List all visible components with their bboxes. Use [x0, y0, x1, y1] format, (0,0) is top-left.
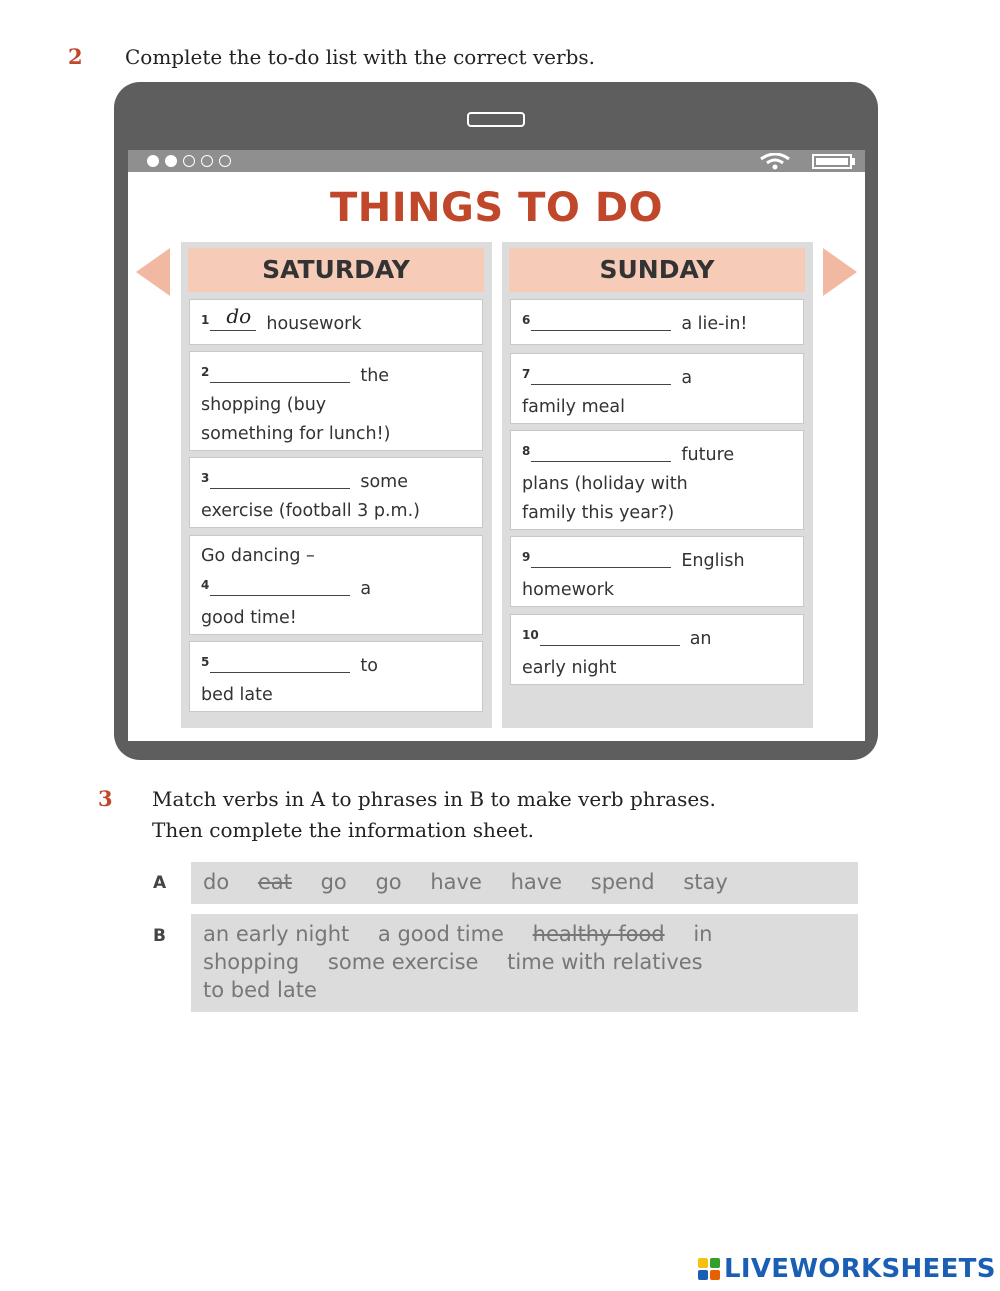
answer-blank-7[interactable] — [531, 366, 671, 385]
wifi-icon — [758, 153, 792, 170]
verb-spend: spend — [590, 870, 655, 894]
todo-item-6: $^6$ a lie-in! — [510, 299, 804, 345]
answer-blank-8[interactable] — [531, 443, 671, 462]
phrase-crossed-out: healthy food — [532, 922, 665, 946]
answer-blank-4[interactable] — [210, 577, 350, 596]
list-a-label: A — [153, 873, 167, 893]
exercise-3-instruction: Match verbs in A to phrases in B to make verb phrases. Then complete the information sheet. — [152, 787, 716, 842]
todo-item-7: $^7$ a family meal — [510, 353, 804, 424]
phrase: in — [693, 922, 713, 946]
logo-text: LIVEWORKSHEETS — [724, 1254, 996, 1284]
logo-grid-icon — [698, 1258, 720, 1280]
list-b-box — [191, 914, 858, 1012]
list-b-label: B — [153, 926, 166, 946]
answer-blank-2[interactable] — [210, 364, 350, 383]
todo-item-8: $^8$ future plans (holiday with family this year?) — [510, 430, 804, 530]
exercise-2-number: 2 — [68, 44, 83, 69]
answer-blank-3[interactable] — [210, 470, 350, 489]
verb-go: go — [320, 870, 347, 894]
answer-blank-9[interactable] — [531, 549, 671, 568]
verb-have: have — [430, 870, 482, 894]
page-dot-icon — [201, 155, 213, 167]
phrase: to bed late — [203, 978, 317, 1002]
answer-blank-5[interactable] — [210, 654, 350, 673]
phrase: a good time — [377, 922, 504, 946]
list-a-box — [191, 862, 858, 904]
todo-item-3: $^3$ some exercise (football 3 p.m.) — [189, 457, 483, 528]
exercise-2-instruction: Complete the to-do list with the correct verbs. — [125, 45, 595, 69]
saturday-heading: SATURDAY — [188, 248, 484, 292]
todo-item-2: $^2$ the shopping (buy something for lunch!) — [189, 351, 483, 451]
page-dot-icon — [165, 155, 177, 167]
page-dot-icon — [183, 155, 195, 167]
verb-stay: stay — [683, 870, 728, 894]
phrase: shopping — [203, 950, 300, 974]
verb-go: go — [375, 870, 402, 894]
answer-blank-6[interactable] — [531, 312, 671, 331]
previous-arrow-icon — [136, 248, 170, 296]
verb-do: do — [203, 870, 230, 894]
todo-item-4: Go dancing – $^4$ a good time! — [189, 535, 483, 635]
exercise-3-number: 3 — [98, 786, 113, 811]
page-dot-icon — [219, 155, 231, 167]
answer-blank-1: do — [210, 312, 256, 331]
verb-have: have — [510, 870, 563, 894]
phrase: an early night — [203, 922, 350, 946]
battery-icon — [812, 154, 856, 169]
todo-item-5: $^5$ to bed late — [189, 641, 483, 712]
phrase: time with relatives — [507, 950, 703, 974]
tablet-home-button — [467, 112, 525, 127]
things-to-do-title: THINGS TO DO — [329, 185, 664, 231]
todo-item-9: $^9$ English homework — [510, 536, 804, 607]
next-arrow-icon — [823, 248, 857, 296]
page-dot-icon — [147, 155, 159, 167]
status-bar — [128, 150, 865, 172]
sunday-heading: SUNDAY — [509, 248, 805, 292]
liveworksheets-logo — [698, 1254, 996, 1284]
phrase: some exercise — [327, 950, 479, 974]
verb-eat: eat — [257, 870, 292, 894]
todo-item-1: $^1$ do housework — [189, 299, 483, 345]
answer-blank-10[interactable] — [540, 627, 680, 646]
todo-item-10: $^{10}$ an early night — [510, 614, 804, 685]
